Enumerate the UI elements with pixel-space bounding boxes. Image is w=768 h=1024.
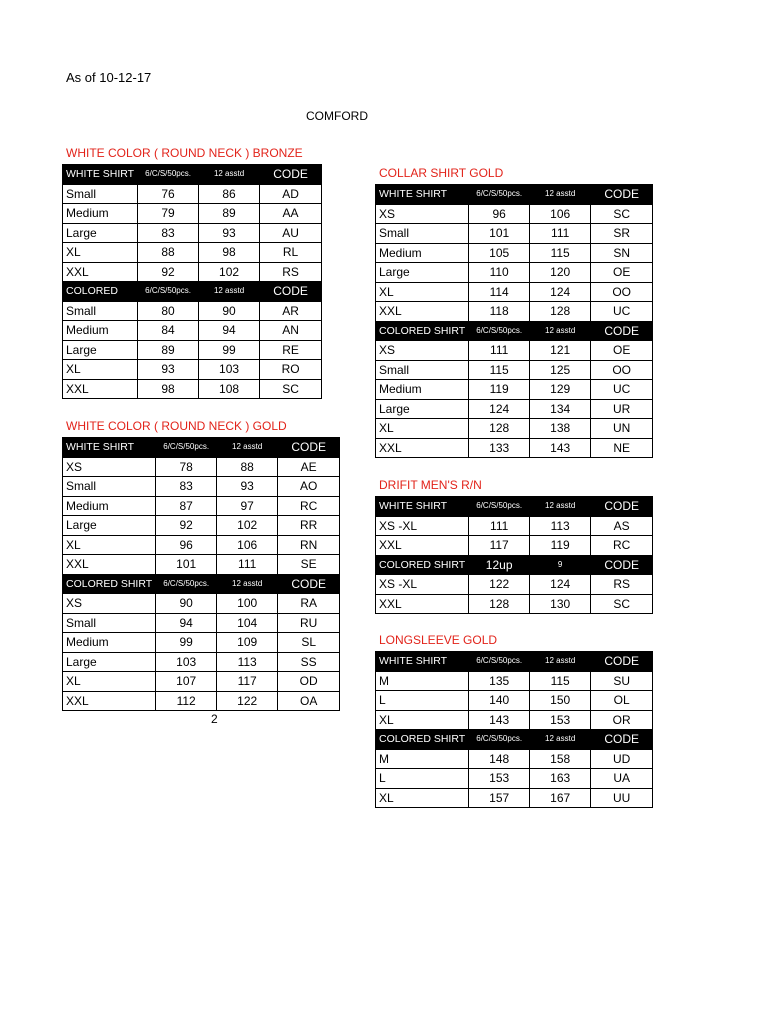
size-cell: XS -XL: [376, 516, 469, 536]
price-assorted-cell: 102: [199, 262, 260, 282]
code-cell: SC: [260, 379, 322, 399]
size-cell: XXL: [376, 536, 469, 556]
table-row: [376, 769, 653, 789]
price-table-collar-shirt-gold: [375, 184, 653, 458]
table-row: [63, 594, 340, 614]
size-cell: Small: [63, 184, 138, 204]
code-cell: RE: [260, 340, 322, 360]
price-assorted-cell: 138: [530, 419, 591, 439]
price-table-longsleeve-gold: [375, 651, 653, 808]
size-cell: XL: [376, 419, 469, 439]
price-pack-cell: 122: [469, 575, 530, 595]
size-cell: Large: [376, 263, 469, 283]
table-row: [376, 710, 653, 730]
size-cell: XS: [376, 341, 469, 361]
code-cell: UC: [591, 302, 653, 322]
header-type: WHITE SHIRT: [376, 185, 469, 205]
code-cell: SE: [278, 555, 340, 575]
code-cell: SU: [591, 671, 653, 691]
table-row: [63, 535, 340, 555]
header-code: CODE: [591, 185, 653, 205]
price-assorted-cell: 115: [530, 243, 591, 263]
price-assorted-cell: 98: [199, 243, 260, 263]
table-row: [63, 652, 340, 672]
code-cell: RL: [260, 243, 322, 263]
price-assorted-cell: 86: [199, 184, 260, 204]
table-row: [63, 613, 340, 633]
price-table-drifit-men-s-r-n: [375, 496, 653, 614]
section-title-longsleeve-gold: LONGSLEEVE GOLD: [379, 633, 498, 647]
table-row: [376, 749, 653, 769]
table-header-row: [376, 321, 653, 341]
price-pack-cell: 114: [469, 282, 530, 302]
code-cell: OA: [278, 691, 340, 711]
price-pack-cell: 157: [469, 788, 530, 808]
header-pack: 6/C/S/50pcs.: [469, 730, 530, 750]
page-number: 2: [211, 712, 218, 726]
size-cell: XL: [63, 672, 156, 692]
code-cell: OE: [591, 263, 653, 283]
price-pack-cell: 83: [156, 477, 217, 497]
price-assorted-cell: 120: [530, 263, 591, 283]
size-cell: Small: [63, 477, 156, 497]
header-type: WHITE SHIRT: [63, 438, 156, 458]
code-cell: UR: [591, 399, 653, 419]
table-row: [376, 438, 653, 458]
header-code: CODE: [591, 730, 653, 750]
table-row: [63, 340, 322, 360]
price-assorted-cell: 163: [530, 769, 591, 789]
price-assorted-cell: 113: [530, 516, 591, 536]
header-pack: 6/C/S/50pcs.: [469, 321, 530, 341]
size-cell: M: [376, 749, 469, 769]
size-cell: Large: [63, 516, 156, 536]
code-cell: NE: [591, 438, 653, 458]
code-cell: RS: [260, 262, 322, 282]
header-pack: 6/C/S/50pcs.: [138, 165, 199, 185]
code-cell: RC: [591, 536, 653, 556]
header-code: CODE: [591, 497, 653, 517]
price-table-white-color-round-neck-gold: [62, 437, 340, 711]
code-cell: SC: [591, 204, 653, 224]
price-assorted-cell: 121: [530, 341, 591, 361]
price-pack-cell: 79: [138, 204, 199, 224]
code-cell: AS: [591, 516, 653, 536]
table-row: [63, 379, 322, 399]
price-assorted-cell: 93: [217, 477, 278, 497]
size-cell: Large: [63, 652, 156, 672]
size-cell: Small: [63, 301, 138, 321]
header-code: CODE: [278, 438, 340, 458]
table-header-row: [63, 282, 322, 302]
price-assorted-cell: 93: [199, 223, 260, 243]
price-assorted-cell: 89: [199, 204, 260, 224]
header-assorted: 12 asstd: [530, 185, 591, 205]
code-cell: AU: [260, 223, 322, 243]
header-pack: 6/C/S/50pcs.: [138, 282, 199, 302]
code-cell: UN: [591, 419, 653, 439]
price-assorted-cell: 106: [217, 535, 278, 555]
price-assorted-cell: 150: [530, 691, 591, 711]
header-type: COLORED SHIRT: [63, 574, 156, 594]
price-pack-cell: 80: [138, 301, 199, 321]
price-pack-cell: 117: [469, 536, 530, 556]
table-row: [63, 262, 322, 282]
price-assorted-cell: 109: [217, 633, 278, 653]
code-cell: UA: [591, 769, 653, 789]
header-type: WHITE SHIRT: [376, 652, 469, 672]
header-code: CODE: [591, 321, 653, 341]
price-assorted-cell: 103: [199, 360, 260, 380]
code-cell: AN: [260, 321, 322, 341]
table-row: [376, 536, 653, 556]
table-row: [376, 594, 653, 614]
price-pack-cell: 92: [138, 262, 199, 282]
table-row: [376, 282, 653, 302]
code-cell: SS: [278, 652, 340, 672]
price-assorted-cell: 115: [530, 671, 591, 691]
code-cell: SR: [591, 224, 653, 244]
price-pack-cell: 92: [156, 516, 217, 536]
table-row: [63, 301, 322, 321]
price-pack-cell: 89: [138, 340, 199, 360]
table-row: [63, 633, 340, 653]
table-row: [376, 575, 653, 595]
price-pack-cell: 133: [469, 438, 530, 458]
size-cell: XL: [376, 710, 469, 730]
code-cell: UC: [591, 380, 653, 400]
table-row: [63, 184, 322, 204]
price-pack-cell: 76: [138, 184, 199, 204]
header-pack: 6/C/S/50pcs.: [156, 438, 217, 458]
header-type: COLORED SHIRT: [376, 321, 469, 341]
price-pack-cell: 96: [156, 535, 217, 555]
table-row: [376, 516, 653, 536]
table-row: [376, 360, 653, 380]
price-pack-cell: 124: [469, 399, 530, 419]
code-cell: OL: [591, 691, 653, 711]
table-row: [63, 496, 340, 516]
table-row: [63, 516, 340, 536]
header-assorted: 9: [530, 555, 591, 575]
price-assorted-cell: 143: [530, 438, 591, 458]
price-pack-cell: 110: [469, 263, 530, 283]
price-assorted-cell: 99: [199, 340, 260, 360]
price-pack-cell: 143: [469, 710, 530, 730]
table-row: [376, 263, 653, 283]
table-row: [376, 380, 653, 400]
header-type: COLORED: [63, 282, 138, 302]
table-row: [376, 419, 653, 439]
table-row: [376, 341, 653, 361]
price-assorted-cell: 106: [530, 204, 591, 224]
code-cell: RU: [278, 613, 340, 633]
header-type: COLORED SHIRT: [376, 730, 469, 750]
table-row: [63, 360, 322, 380]
size-cell: XS -XL: [376, 575, 469, 595]
table-row: [376, 691, 653, 711]
header-assorted: 12 asstd: [530, 652, 591, 672]
size-cell: Medium: [63, 321, 138, 341]
header-assorted: 12 asstd: [199, 165, 260, 185]
size-cell: XXL: [63, 262, 138, 282]
section-title-drifit-men-s-r-n: DRIFIT MEN'S R/N: [379, 478, 482, 492]
code-cell: UD: [591, 749, 653, 769]
price-pack-cell: 118: [469, 302, 530, 322]
table-header-row: [376, 185, 653, 205]
table-row: [376, 399, 653, 419]
code-cell: UU: [591, 788, 653, 808]
price-assorted-cell: 97: [217, 496, 278, 516]
table-header-row: [63, 165, 322, 185]
table-row: [376, 671, 653, 691]
code-cell: RC: [278, 496, 340, 516]
price-pack-cell: 101: [156, 555, 217, 575]
table-row: [376, 224, 653, 244]
section-title-collar-shirt-gold: COLLAR SHIRT GOLD: [379, 166, 504, 180]
code-cell: OE: [591, 341, 653, 361]
header-pack: 6/C/S/50pcs.: [469, 652, 530, 672]
size-cell: Medium: [63, 633, 156, 653]
header-pack: 12up: [469, 555, 530, 575]
header-code: CODE: [591, 555, 653, 575]
table-header-row: [376, 497, 653, 517]
size-cell: XL: [63, 360, 138, 380]
size-cell: M: [376, 671, 469, 691]
header-assorted: 12 asstd: [530, 730, 591, 750]
price-assorted-cell: 124: [530, 282, 591, 302]
price-pack-cell: 135: [469, 671, 530, 691]
table-row: [63, 555, 340, 575]
price-pack-cell: 153: [469, 769, 530, 789]
size-cell: Medium: [63, 496, 156, 516]
price-assorted-cell: 113: [217, 652, 278, 672]
table-row: [376, 243, 653, 263]
table-row: [63, 691, 340, 711]
price-pack-cell: 105: [469, 243, 530, 263]
table-row: [376, 204, 653, 224]
table-row: [376, 788, 653, 808]
header-pack: 6/C/S/50pcs.: [469, 185, 530, 205]
price-pack-cell: 78: [156, 457, 217, 477]
size-cell: Large: [63, 223, 138, 243]
price-pack-cell: 111: [469, 341, 530, 361]
price-assorted-cell: 125: [530, 360, 591, 380]
price-assorted-cell: 167: [530, 788, 591, 808]
table-row: [63, 457, 340, 477]
code-cell: AR: [260, 301, 322, 321]
code-cell: OR: [591, 710, 653, 730]
size-cell: Medium: [63, 204, 138, 224]
price-assorted-cell: 130: [530, 594, 591, 614]
price-pack-cell: 88: [138, 243, 199, 263]
table-row: [63, 223, 322, 243]
size-cell: XXL: [376, 594, 469, 614]
header-type: COLORED SHIRT: [376, 555, 469, 575]
price-assorted-cell: 90: [199, 301, 260, 321]
code-cell: OD: [278, 672, 340, 692]
code-cell: SL: [278, 633, 340, 653]
table-row: [63, 477, 340, 497]
table-row: [63, 204, 322, 224]
price-pack-cell: 94: [156, 613, 217, 633]
price-assorted-cell: 88: [217, 457, 278, 477]
price-pack-cell: 98: [138, 379, 199, 399]
header-type: WHITE SHIRT: [376, 497, 469, 517]
price-pack-cell: 111: [469, 516, 530, 536]
size-cell: XS: [63, 457, 156, 477]
price-pack-cell: 107: [156, 672, 217, 692]
table-row: [63, 243, 322, 263]
size-cell: XXL: [63, 555, 156, 575]
size-cell: XL: [63, 535, 156, 555]
price-pack-cell: 90: [156, 594, 217, 614]
header-code: CODE: [260, 165, 322, 185]
price-table-white-color-round-neck-bronze: [62, 164, 322, 399]
table-header-row: [376, 555, 653, 575]
size-cell: Small: [376, 224, 469, 244]
section-title-white-color-round-neck-bronze: WHITE COLOR ( ROUND NECK ) BRONZE: [66, 146, 303, 160]
size-cell: XXL: [376, 438, 469, 458]
price-assorted-cell: 124: [530, 575, 591, 595]
header-assorted: 12 asstd: [530, 321, 591, 341]
price-assorted-cell: 102: [217, 516, 278, 536]
price-assorted-cell: 108: [199, 379, 260, 399]
size-cell: XXL: [63, 691, 156, 711]
code-cell: RA: [278, 594, 340, 614]
size-cell: Small: [63, 613, 156, 633]
price-pack-cell: 83: [138, 223, 199, 243]
table-header-row: [376, 652, 653, 672]
price-pack-cell: 115: [469, 360, 530, 380]
price-pack-cell: 96: [469, 204, 530, 224]
header-code: CODE: [591, 652, 653, 672]
price-assorted-cell: 153: [530, 710, 591, 730]
table-header-row: [63, 438, 340, 458]
as-of-date: As of 10-12-17: [66, 70, 152, 85]
price-assorted-cell: 111: [530, 224, 591, 244]
price-assorted-cell: 111: [217, 555, 278, 575]
header-code: CODE: [260, 282, 322, 302]
price-assorted-cell: 122: [217, 691, 278, 711]
size-cell: XXL: [63, 379, 138, 399]
code-cell: RR: [278, 516, 340, 536]
size-cell: XL: [376, 788, 469, 808]
table-row: [376, 302, 653, 322]
size-cell: Medium: [376, 380, 469, 400]
code-cell: AE: [278, 457, 340, 477]
price-assorted-cell: 100: [217, 594, 278, 614]
price-pack-cell: 103: [156, 652, 217, 672]
table-header-row: [376, 730, 653, 750]
size-cell: XL: [63, 243, 138, 263]
table-header-row: [63, 574, 340, 594]
table-row: [63, 321, 322, 341]
size-cell: XS: [376, 204, 469, 224]
section-title-white-color-round-neck-gold: WHITE COLOR ( ROUND NECK ) GOLD: [66, 419, 287, 433]
price-assorted-cell: 129: [530, 380, 591, 400]
header-assorted: 12 asstd: [530, 497, 591, 517]
size-cell: XL: [376, 282, 469, 302]
code-cell: RS: [591, 575, 653, 595]
header-pack: 6/C/S/50pcs.: [156, 574, 217, 594]
header-pack: 6/C/S/50pcs.: [469, 497, 530, 517]
price-assorted-cell: 117: [217, 672, 278, 692]
code-cell: OO: [591, 360, 653, 380]
size-cell: XS: [63, 594, 156, 614]
code-cell: RN: [278, 535, 340, 555]
price-assorted-cell: 104: [217, 613, 278, 633]
price-pack-cell: 112: [156, 691, 217, 711]
header-type: WHITE SHIRT: [63, 165, 138, 185]
size-cell: XXL: [376, 302, 469, 322]
code-cell: OO: [591, 282, 653, 302]
code-cell: AD: [260, 184, 322, 204]
code-cell: SC: [591, 594, 653, 614]
price-pack-cell: 140: [469, 691, 530, 711]
header-assorted: 12 asstd: [217, 574, 278, 594]
price-assorted-cell: 119: [530, 536, 591, 556]
price-assorted-cell: 128: [530, 302, 591, 322]
code-cell: AO: [278, 477, 340, 497]
code-cell: RO: [260, 360, 322, 380]
price-assorted-cell: 94: [199, 321, 260, 341]
code-cell: AA: [260, 204, 322, 224]
price-pack-cell: 87: [156, 496, 217, 516]
code-cell: SN: [591, 243, 653, 263]
size-cell: Large: [376, 399, 469, 419]
price-pack-cell: 84: [138, 321, 199, 341]
size-cell: Large: [63, 340, 138, 360]
price-pack-cell: 93: [138, 360, 199, 380]
header-code: CODE: [278, 574, 340, 594]
header-assorted: 12 asstd: [217, 438, 278, 458]
size-cell: L: [376, 691, 469, 711]
size-cell: L: [376, 769, 469, 789]
price-pack-cell: 128: [469, 419, 530, 439]
price-assorted-cell: 134: [530, 399, 591, 419]
price-pack-cell: 119: [469, 380, 530, 400]
table-row: [63, 672, 340, 692]
size-cell: Medium: [376, 243, 469, 263]
price-pack-cell: 99: [156, 633, 217, 653]
company-name: COMFORD: [306, 109, 368, 123]
price-pack-cell: 148: [469, 749, 530, 769]
header-assorted: 12 asstd: [199, 282, 260, 302]
size-cell: Small: [376, 360, 469, 380]
price-assorted-cell: 158: [530, 749, 591, 769]
price-pack-cell: 101: [469, 224, 530, 244]
price-pack-cell: 128: [469, 594, 530, 614]
